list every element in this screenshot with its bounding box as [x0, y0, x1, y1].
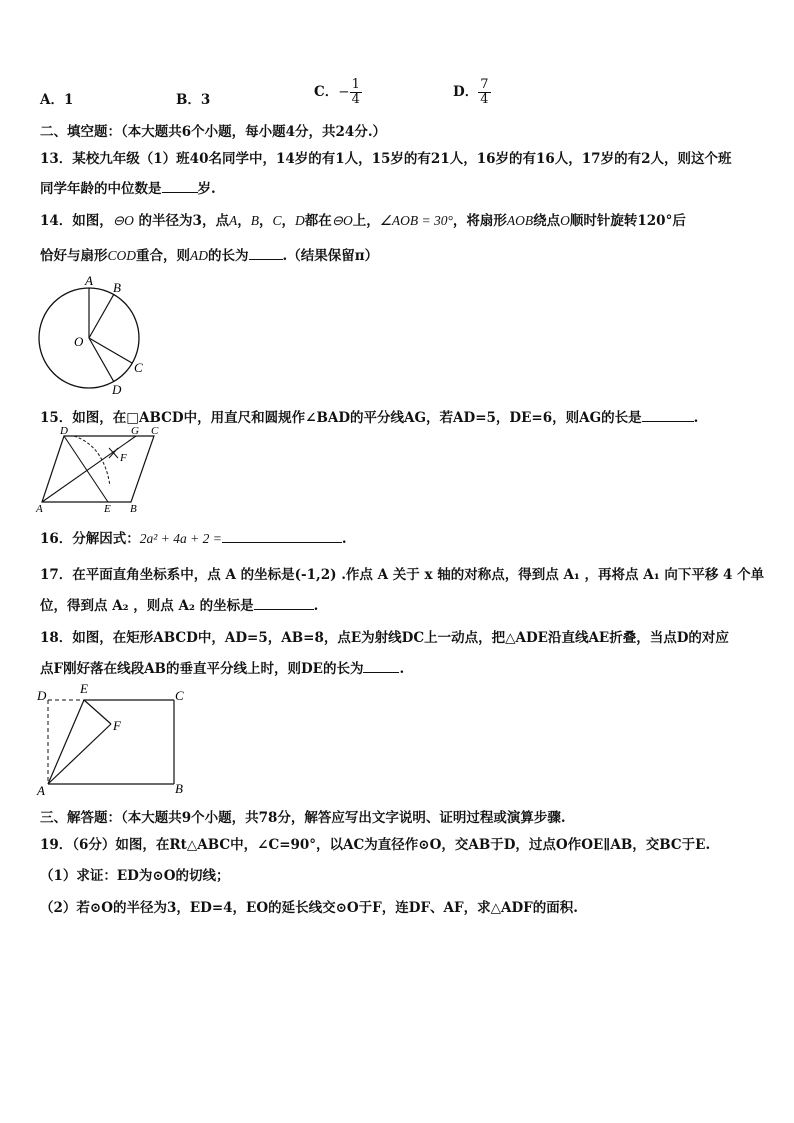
q18-line2: 点F刚好落在线段AB的垂直平分线上时，则DE的长为 .	[40, 661, 405, 677]
answer-blank[interactable]	[162, 180, 198, 193]
q19-part2: （2）若⊙O的半径为3，ED=4，EO的延长线交⊙O于F，连DF、AF，求△ADF的面积.	[40, 900, 578, 916]
q13-line1: 13．某校九年级（1）班40名同学中，14岁的有1人，15岁的有21人，16岁的有16人，17岁的有2人，则这个班	[40, 151, 732, 167]
q15-line: 15．如图，在□ABCD中，用直尺和圆规作∠BAD的平分线AG，若AD=5，DE=6，则AG的长是 .	[40, 410, 699, 426]
label-b: B	[130, 503, 137, 514]
section-heading: 三、解答题：（本大题共9个小题，共78分，解答应写出文字说明、证明过程或演算步骤.	[40, 810, 566, 826]
label-d: D	[112, 382, 122, 396]
choice-c: C．− $\frac{1}{4}$	[314, 77, 360, 107]
answer-blank[interactable]	[222, 530, 342, 543]
label-a: A	[36, 503, 43, 514]
answer-blank[interactable]	[249, 247, 283, 260]
label-o: O	[74, 334, 84, 349]
q15-parallelogram-figure	[34, 424, 168, 514]
section-heading: 二、填空题：（本大题共6个小题，每小题4分，共24分.）	[40, 124, 387, 140]
label-e: E	[104, 503, 111, 514]
label-g: G	[131, 425, 139, 437]
q18-rectangle-figure	[34, 680, 190, 798]
q14-circle-figure	[30, 272, 150, 396]
q14-line2: 恰好与扇形COD重合，则AD的长为 .（结果保留π）	[40, 248, 379, 264]
choice-a: A．1	[40, 92, 74, 108]
q17-line2: 位，得到点 A₂ ，则点 A₂ 的坐标是 .	[40, 598, 319, 614]
label-f: F	[113, 718, 121, 733]
answer-blank[interactable]	[254, 597, 314, 610]
label-b: B	[113, 280, 121, 295]
label-a: A	[37, 783, 45, 798]
fraction: $\frac{7}{4}$	[480, 77, 489, 107]
q18-line1: 18．如图，在矩形ABCD中，AD=5，AB=8，点E为射线DC上一动点，把△ADE沿直线AE折叠，当点D的对应	[40, 630, 729, 646]
q19-part1: （1）求证：ED为⊙O的切线；	[40, 868, 230, 884]
label-c: C	[134, 360, 143, 375]
answer-blank[interactable]	[642, 409, 694, 422]
q17-line1: 17．在平面直角坐标系中，点 A 的坐标是(-1,2) .作点 A 关于 x 轴的对称点，得到点 A₁ ，再将点 A₁ 向下平移 4 个单	[40, 567, 765, 583]
q13-line2: 同学年龄的中位数是 岁.	[40, 181, 216, 197]
label-c: C	[175, 688, 184, 703]
choice-d: D． $\frac{7}{4}$	[453, 77, 489, 107]
label-d: D	[60, 425, 68, 437]
q14-line1: 14．如图，⊖O 的半径为3，点A，B，C，D都在⊖O上，∠AOB = 30°，将扇形AOB绕点O顺时针旋转120°后	[40, 213, 686, 229]
label-c: C	[151, 425, 159, 437]
label-f: F	[120, 452, 127, 464]
q16-line: 16．分解因式：2a² + 4a + 2 = .	[40, 531, 347, 547]
label-e: E	[80, 681, 88, 696]
label-a: A	[85, 273, 93, 288]
label-d: D	[37, 688, 47, 703]
fraction: $\frac{1}{4}$	[351, 77, 360, 107]
label-b: B	[175, 781, 183, 796]
q19-line1: 19．（6分）如图，在Rt△ABC中，∠C=90°，以AC为直径作⊙O，交AB于D，过点O作OE∥AB，交BC于E.	[40, 837, 711, 853]
answer-blank[interactable]	[363, 660, 399, 673]
choice-b: B．3	[176, 92, 211, 108]
